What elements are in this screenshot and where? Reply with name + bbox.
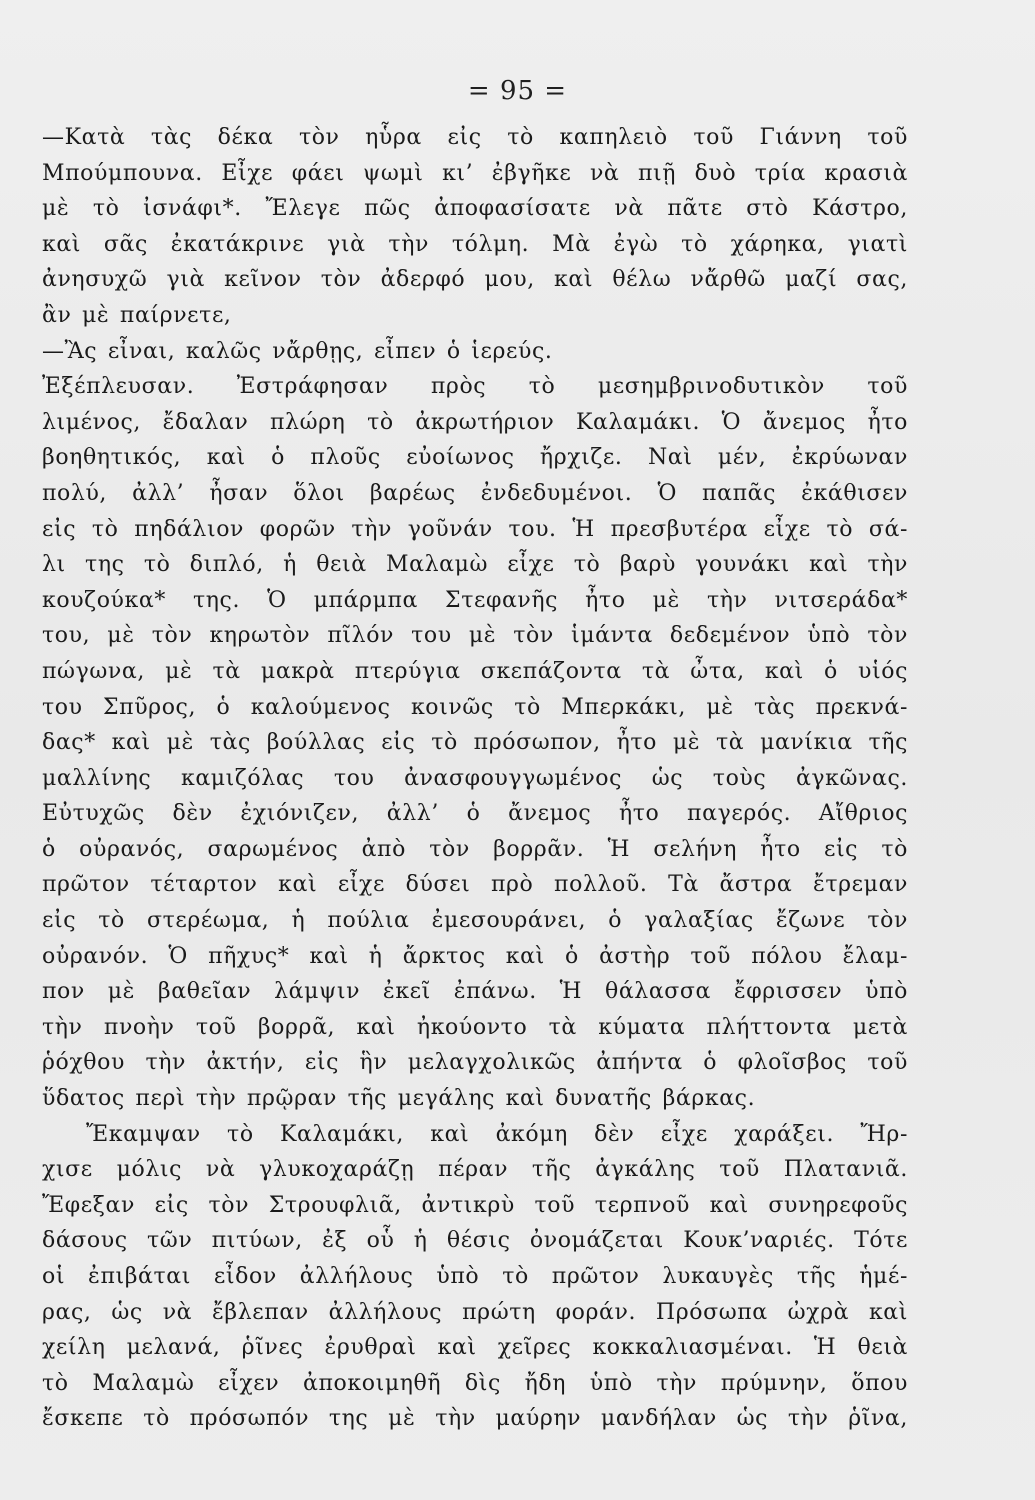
text-line: ὁ οὐρανός, σαρωμένος ἀπὸ τὸν βορρᾶν. Ἡ σελήνη ἦτο εἰς τὸ bbox=[42, 836, 908, 862]
text-line: τὸ Μαλαμὼ εἶχεν ἀποκοιμηθῆ δὶς ἤδη ὑπὸ τὴν πρύμνην, ὅπου bbox=[42, 1370, 908, 1396]
text-line: πώγωνα, μὲ τὰ μακρὰ πτερύγια σκεπάζοντα τὰ ὦτα, καὶ ὁ υἱός bbox=[42, 658, 908, 684]
text-line: μὲ τὸ ἰσνάφι*. Ἔλεγε πῶς ἀποφασίσατε νὰ πᾶτε στὸ Κάστρο, bbox=[42, 196, 908, 222]
text-line: Ἔφεξαν εἰς τὸν Στρουφλιᾶ, ἀντικρὺ τοῦ τερπνοῦ καὶ συνηρεφοῦς bbox=[42, 1192, 908, 1218]
text-line: λι της τὸ διπλό, ἡ θειὰ Μαλαμὼ εἶχε τὸ βαρὺ γουνάκι καὶ τὴν bbox=[42, 552, 908, 578]
text-line: εἰς τὸ στερέωμα, ἡ πούλια ἐμεσουράνει, ὁ γαλαξίας ἔζωνε τὸν bbox=[42, 908, 908, 934]
text-line: ὕδατος περὶ τὴν πρῷραν τῆς μεγάλης καὶ δυνατῆς βάρκας. bbox=[42, 1086, 756, 1112]
text-line: κουζούκα* της. Ὁ μπάρμπα Στεφανῆς ἦτο μὲ τὴν νιτσεράδα* bbox=[42, 587, 908, 613]
text-line: Ἔκαμψαν τὸ Καλαμάκι, καὶ ἀκόμη δὲν εἶχε χαράξει. Ἤρ- bbox=[86, 1121, 908, 1147]
text-line: —Ἂς εἶναι, καλῶς νἄρθῃς, εἶπεν ὁ ἱερεύς. bbox=[42, 338, 553, 364]
text-line: δας* καὶ μὲ τὰς βούλλας εἰς τὸ πρόσωπον, ἦτο μὲ τὰ μανίκια τῆς bbox=[42, 730, 908, 756]
text-line: του, μὲ τὸν κηρωτὸν πῖλόν του μὲ τὸν ἱμάντα δεδεμένον ὑπὸ τὸν bbox=[42, 623, 908, 649]
text-line: λιμένος, ἔδαλαν πλώρη τὸ ἀκρωτήριον Καλαμάκι. Ὁ ἄνεμος ἦτο bbox=[42, 409, 908, 435]
text-line: πολύ, ἀλλ’ ἦσαν ὅλοι βαρέως ἐνδεδυμένοι. Ὁ παπᾶς ἐκάθισεν bbox=[42, 480, 908, 506]
text-line: —Κατὰ τὰς δέκα τὸν ηὗρα εἰς τὸ καπηλειὸ τοῦ Γιάννη τοῦ bbox=[42, 125, 908, 150]
text-line: βοηθητικός, καὶ ὁ πλοῦς εὐοίωνος ἤρχιζε. Ναὶ μέν, ἐκρύωναν bbox=[42, 445, 908, 471]
text-line: ῥόχθου τὴν ἀκτήν, εἰς ἣν μελαγχολικῶς ἀπήντα ὁ φλοῖσβος τοῦ bbox=[42, 1050, 908, 1076]
text-line: οἱ ἐπιβάται εἶδον ἀλλήλους ὑπὸ τὸ πρῶτον λυκαυγὲς τῆς ἡμέ- bbox=[42, 1264, 908, 1289]
text-line: ἀνησυχῶ γιὰ κεῖνον τὸν ἀδερφό μου, καὶ θέλω νἄρθῶ μαζί σας, bbox=[42, 267, 908, 293]
text-line: οὐρανόν. Ὁ πῆχυς* καὶ ἡ ἄρκτος καὶ ὁ ἀστὴρ τοῦ πόλου ἔλαμ- bbox=[42, 943, 908, 969]
text-line: τὴν πνοὴν τοῦ βορρᾶ, καὶ ἠκούοντο τὰ κύματα πλήττοντα μετὰ bbox=[42, 1014, 908, 1040]
text-line: χείλη μελανά, ῥῖνες ἐρυθραὶ καὶ χεῖρες κοκκαλιασμέναι. Ἡ θειὰ bbox=[42, 1335, 908, 1361]
text-line: καὶ σᾶς ἐκατάκρινε γιὰ τὴν τόλμη. Μὰ ἐγὼ τὸ χάρηκα, γιατὶ bbox=[42, 231, 908, 257]
text-line: πρῶτον τέταρτον καὶ εἶχε δύσει πρὸ πολλοῦ. Τὰ ἄστρα ἔτρεμαν bbox=[42, 872, 908, 898]
page-number: = 95 = bbox=[467, 76, 568, 106]
text-line: Εὐτυχῶς δὲν ἐχιόνιζεν, ἀλλ’ ὁ ἄνεμος ἦτο παγερός. Αἴθριος bbox=[42, 801, 908, 827]
text-line: εἰς τὸ πηδάλιον φορῶν τὴν γοῦνάν του. Ἡ πρεσβυτέρα εἶχε τὸ σά- bbox=[42, 516, 908, 542]
text-line: ἂν μὲ παίρνετε, bbox=[42, 302, 232, 328]
text-line: Ἐξέπλευσαν. Ἐστράφησαν πρὸς τὸ μεσημβρινοδυτικὸν τοῦ bbox=[42, 374, 908, 400]
text-line: του Σπῦρος, ὁ καλούμενος κοινῶς τὸ Μπερκάκι, μὲ τὰς πρεκνά- bbox=[42, 694, 908, 720]
text-line: ρας, ὡς νὰ ἔβλεπαν ἀλλήλους πρώτη φοράν. Πρόσωπα ὠχρὰ καὶ bbox=[42, 1299, 908, 1325]
text-line: πον μὲ βαθεῖαν λάμψιν ἐκεῖ ἐπάνω. Ἡ θάλασσα ἔφρισσεν ὑπὸ bbox=[42, 979, 908, 1005]
text-line: μαλλίνης καμιζόλας του ἀνασφουγγωμένος ὡς τοὺς ἀγκῶνας. bbox=[42, 765, 908, 791]
text-line: δάσους τῶν πιτύων, ἐξ οὗ ἡ θέσις ὀνομάζεται Κουκ’ναριές. Τότε bbox=[42, 1228, 908, 1254]
body-text bbox=[42, 120, 908, 1437]
text-line: χισε μόλις νὰ γλυκοχαράζῃ πέραν τῆς ἀγκάλης τοῦ Πλατανιᾶ. bbox=[42, 1157, 908, 1183]
text-line: Μπούμπουνα. Εἶχε φάει ψωμὶ κι’ ἐβγῆκε νὰ πιῇ δυὸ τρία κρασιὰ bbox=[42, 160, 908, 186]
text-line: ἔσκεπε τὸ πρόσωπόν της μὲ τὴν μαύρην μανδήλαν ὡς τὴν ῥῖνα, bbox=[42, 1406, 908, 1432]
